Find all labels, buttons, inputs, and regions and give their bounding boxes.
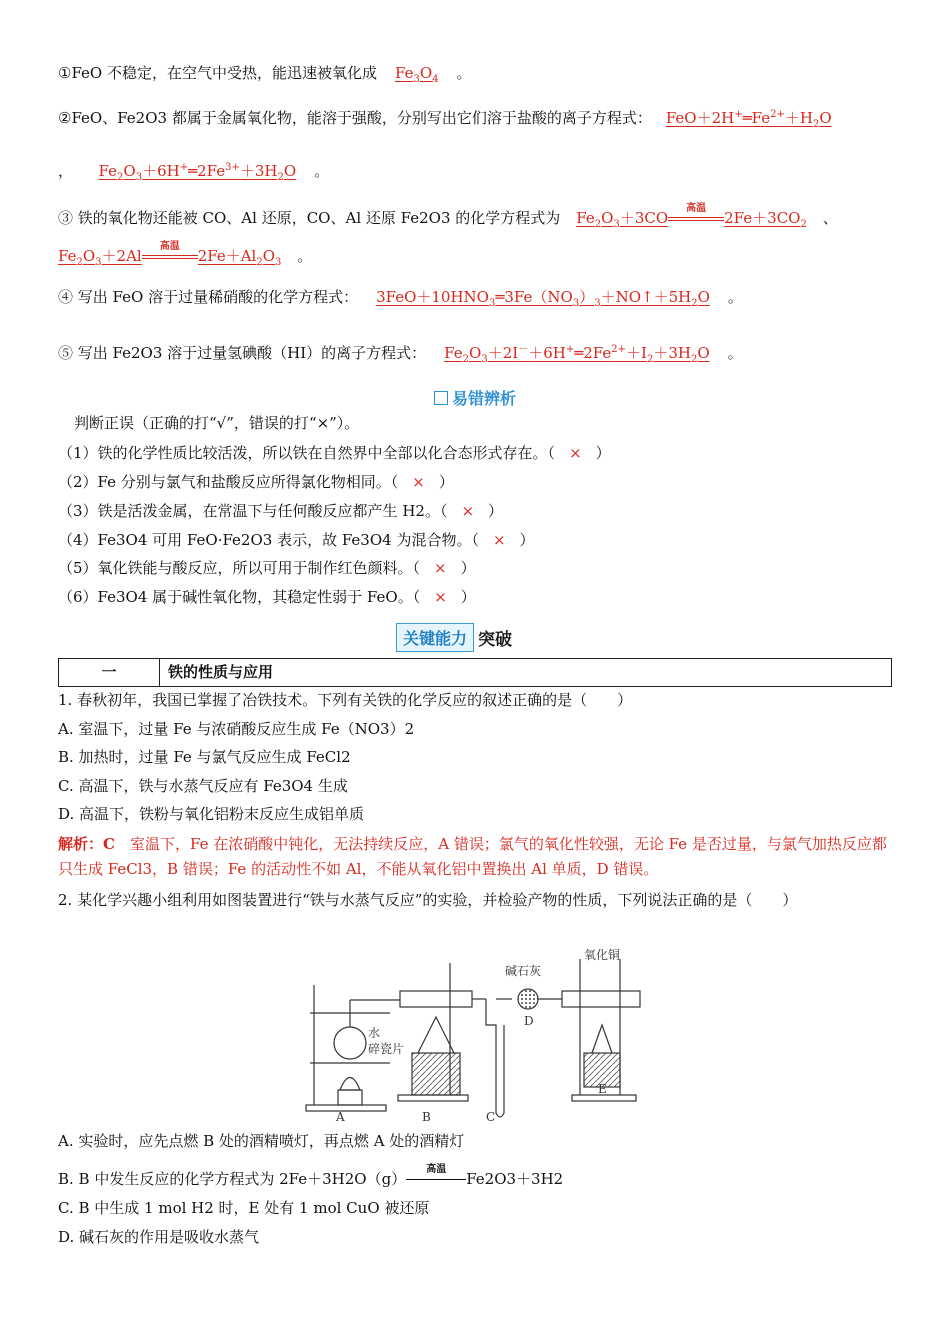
judge-mark: ×	[434, 559, 447, 577]
item-3-cont: $Fe_2O_3+2Al$ 高温 $2Fe+Al_2O_3$ 。	[58, 245, 312, 274]
label-soda-lime: 碱石灰	[505, 964, 542, 978]
item-4: ④ 写出 FeO 溶于过量稀硝酸的化学方程式： $3FeO+10HNO_3═3Fe(NO_3)_3+NO↑+5H_2O$ 。	[58, 286, 743, 315]
judge-row: （2）Fe 分别与氯气和盐酸反应所得氯化物相同。（ × ）	[58, 473, 454, 491]
item-2: ②FeO、Fe2O3 都属于金属氧化物，能溶于强酸，分别写出它们溶于盐酸的离子方程式： $FeO+2H^+═Fe^{2+}+H_2O$	[58, 104, 832, 136]
answer-4: $3FeO+10HNO_3═3Fe(NO_3)_3+NO↑+5H_2O$	[376, 288, 710, 309]
judge-row: （3）铁是活泼金属，在常温下与任何酸反应都产生 H2。（ × ）	[58, 502, 504, 520]
label-D: D	[524, 1014, 534, 1028]
q1-explanation: 解析：C 室温下，Fe 在浓硝酸中钝化，无法持续反应，A 错误；氯气的氧化性较强，无论 Fe 是否过量，与氯气加热反应都只生成 FeCl3，B 错误；Fe 的活动性不如 Al，不能从氧化铝中置换出 Al 单质，D 错误。	[58, 835, 887, 878]
answer-2b: $Fe_2O_3+6H^+═2Fe^{3+}+3H_2O$	[98, 162, 297, 183]
apparatus-figure	[300, 945, 660, 1125]
answer-5: $Fe_2O_3+2I^-+6H^+═2Fe^{2+}+I_2+3H_2O$	[444, 344, 710, 365]
judge-row: （5）氧化铁能与酸反应，所以可用于制作红色颜料。（ × ）	[58, 559, 476, 577]
q1-stem: 1. 春秋初年，我国已掌握了冶铁技术。下列有关铁的化学反应的叙述正确的是（ ）	[58, 691, 633, 709]
label-B: B	[422, 1110, 431, 1124]
label-chips: 碎瓷片	[368, 1042, 405, 1056]
judge-mark: ×	[412, 473, 425, 491]
q1-option-c: C. 高温下，铁与水蒸气反应有 Fe3O4 生成	[58, 777, 348, 795]
label-C: C	[486, 1110, 496, 1124]
answer-2a: $FeO+2H^+═Fe^{2+}+H_2O$	[665, 109, 832, 130]
answer-3b: $Fe_2O_3+2Al$ 高温 $2Fe+Al_2O_3$	[58, 241, 282, 268]
q1-option-b: B. 加热时，过量 Fe 与氯气反应生成 FeCl2	[58, 748, 351, 766]
q1-option-d: D. 高温下，铁粉与氧化铝粉末反应生成铝单质	[58, 805, 365, 823]
judge-mark: ×	[492, 531, 506, 549]
checkbox-icon	[434, 391, 448, 405]
judge-mark: ×	[569, 444, 582, 462]
q2-option-a: A. 实验时，应先点燃 B 处的酒精喷灯，再点燃 A 处的酒精灯	[58, 1132, 465, 1150]
q2-option-b: B. B 中发生反应的化学方程式为 2Fe＋3H2O（g） 高温 Fe2O3＋3H2	[58, 1164, 564, 1188]
label-A: A	[336, 1110, 345, 1124]
q2-option-d: D. 碱石灰的作用是吸收水蒸气	[58, 1228, 260, 1246]
item-1: ①FeO 不稳定，在空气中受热，能迅速被氧化成 $Fe_3O_4$ 。	[58, 62, 472, 91]
judge-mark: ×	[461, 502, 475, 520]
label-water: 水	[368, 1026, 381, 1040]
answer-3a: $Fe_2O_3+3CO$ 高温 $2Fe+3CO_2$	[576, 203, 807, 230]
key-ability-banner: 关键能力 突破	[396, 624, 512, 650]
judge-row: （6）Fe3O4 属于碱性氧化物，其稳定性弱于 FeO。（ × ）	[58, 588, 476, 606]
q1-option-a: A. 室温下，过量 Fe 与浓硝酸反应生成 Fe（NO3）2	[58, 720, 415, 738]
q2-option-c: C. B 中生成 1 mol H2 时，E 处有 1 mol CuO 被还原	[58, 1199, 430, 1217]
label-E: E	[598, 1082, 607, 1096]
topic-header: 一 铁的性质与应用	[58, 658, 892, 687]
judge-row: （1）铁的化学性质比较活泼，所以铁在自然界中全部以化合态形式存在。（ × ）	[58, 444, 611, 462]
item-3: ③ 铁的氧化物还能被 CO、Al 还原，CO、Al 还原 Fe2O3 的化学方程式为 $Fe_2O_3+3CO$ 高温 $2Fe+3CO_2$ 、	[58, 207, 838, 236]
item-2-cont: ， $Fe_2O_3+6H^+═2Fe^{3+}+3H_2O$ 。	[58, 157, 329, 189]
judge-mark: ×	[434, 588, 447, 606]
q2-stem: 2. 某化学兴趣小组利用如图装置进行“铁与水蒸气反应”的实验，并检验产物的性质，下列说法正确的是（ ）	[58, 891, 798, 909]
item-5: ⑤ 写出 Fe2O3 溶于过量氢碘酸（HI）的离子方程式： $Fe_2O_3+2I^-+6H^+═2Fe^{2+}+I_2+3H_2O$ 。	[58, 339, 743, 371]
judge-row: （4）Fe3O4 可用 FeO·Fe2O3 表示，故 Fe3O4 为混合物。（ × ）	[58, 531, 535, 549]
label-cuo: 氧化铜	[584, 948, 621, 962]
answer-1: $Fe_3O_4$	[394, 64, 439, 85]
judge-intro: 判断正误（正确的打“√”，错误的打“×”）。	[74, 414, 360, 432]
section-title: 易错辨析	[0, 386, 950, 409]
